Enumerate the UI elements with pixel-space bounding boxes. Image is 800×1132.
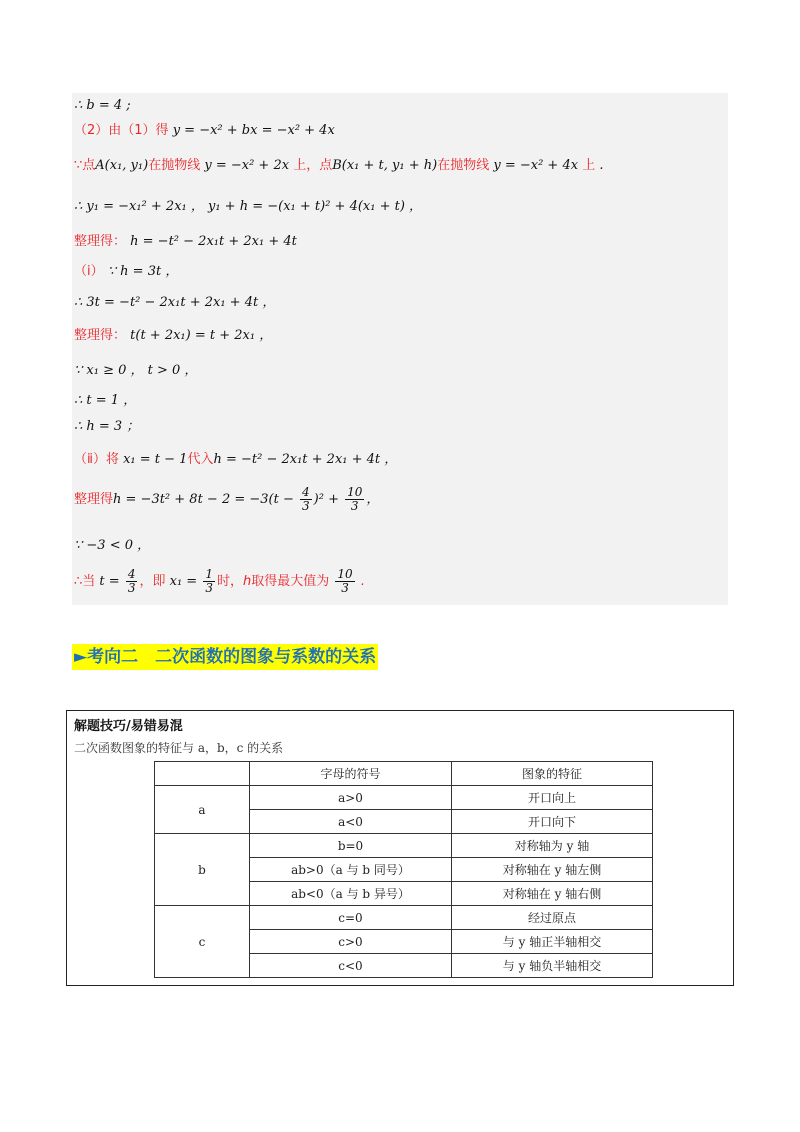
solution-line-5: 整理得： h = −t² − 2x₁t + 2x₁ + 4t [74, 234, 297, 249]
feature-cell: 开口向下 [452, 810, 653, 834]
solution-line-8: 整理得： t(t + 2x₁) = t + 2x₁ ， [74, 328, 273, 343]
sign-cell: c=0 [250, 906, 452, 930]
feature-cell: 对称轴在 y 轴左侧 [452, 858, 653, 882]
solution-line-12: （ⅱ）将 x₁ = t − 1代入h = −t² − 2x₁t + 2x₁ + 4t ， [74, 452, 398, 467]
solution-line-2: （2）由（1）得 y = −x² + bx = −x² + 4x [74, 123, 335, 138]
solution-line-1: ∴ b = 4 ; [74, 98, 131, 113]
table-header-row [155, 762, 653, 786]
fraction: $\frac{10}{3}$ [347, 485, 363, 513]
sign-cell: b=0 [250, 834, 452, 858]
solution-line-14: ∵ −3 < 0 ， [74, 538, 151, 553]
solution-line-7: ∴ 3t = −t² − 2x₁t + 2x₁ + 4t ， [74, 295, 276, 310]
tips-title: 解题技巧/易错易混 [74, 719, 183, 734]
fraction: $\frac{4}{3}$ [127, 567, 136, 595]
solution-line-3: ∵点A(x₁, y₁)在抛物线 y = −x² + 2x 上，点B(x₁ + t, y₁ + h)在抛物线 y = −x² + 4x 上 . [74, 158, 604, 173]
fraction: $\frac{1}{3}$ [205, 567, 213, 595]
feature-cell: 与 y 轴负半轴相交 [452, 954, 653, 978]
sign-cell: ab<0（a 与 b 异号） [250, 882, 452, 906]
solution-line-10: ∴ t = 1 ， [74, 393, 137, 408]
feature-cell: 对称轴在 y 轴右侧 [452, 882, 653, 906]
solution-line-13: 整理得h = −3t² + 8t − 2 = −3(t − $\frac{4}{3}$ )² + $\frac{10}{3}$ ， [74, 485, 380, 513]
solution-line-6: （ⅰ） ∵ h = 3t ， [74, 264, 179, 279]
table-header-feature: 图象的特征 [452, 762, 653, 786]
letter-cell: a [155, 786, 250, 834]
letter-cell: b [155, 834, 250, 906]
sign-cell: a<0 [250, 810, 452, 834]
solution-line-9: ∵ x₁ ≥ 0 ， t > 0 ， [74, 363, 198, 378]
tips-box [66, 710, 734, 986]
sign-feature-table [154, 761, 653, 978]
sign-cell: a>0 [250, 786, 452, 810]
section-heading: ►考向二 二次函数的图象与系数的关系 [72, 644, 378, 670]
table-row [155, 834, 653, 858]
feature-cell: 经过原点 [452, 906, 653, 930]
sign-cell: c>0 [250, 930, 452, 954]
feature-cell: 对称轴为 y 轴 [452, 834, 653, 858]
sign-cell: ab>0（a 与 b 同号） [250, 858, 452, 882]
fraction: $\frac{10}{3}$ [337, 567, 353, 595]
solution-line-4: ∴ y₁ = −x₁² + 2x₁ ， y₁ + h = −(x₁ + t)² + 4(x₁ + t) ， [74, 199, 423, 214]
table-row [155, 786, 653, 810]
table-row [155, 906, 653, 930]
solution-line-11: ∴ h = 3 ； [74, 419, 140, 434]
feature-cell: 开口向上 [452, 786, 653, 810]
feature-cell: 与 y 轴正半轴相交 [452, 930, 653, 954]
letter-cell: c [155, 906, 250, 978]
tips-subtitle: 二次函数图象的特征与 a，b，c 的关系 [74, 741, 284, 755]
table-header-sign: 字母的符号 [250, 762, 452, 786]
solution-line-15: ∴当 t = $\frac{4}{3}$ ，即 x₁ = $\frac{1}{3}$ 时，h取得最大值为 $\frac{10}{3}$ . [74, 567, 365, 595]
fraction: $\frac{4}{3}$ [302, 485, 310, 513]
table-header-blank [155, 762, 250, 786]
sign-cell: c<0 [250, 954, 452, 978]
